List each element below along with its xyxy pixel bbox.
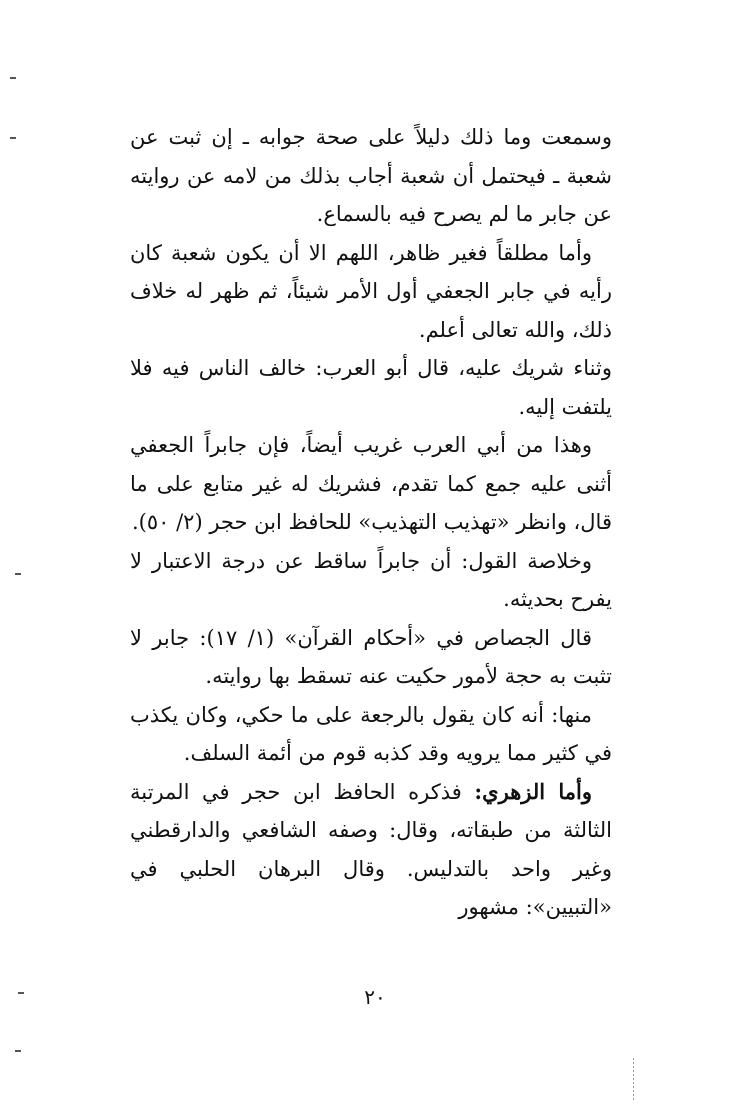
paragraph: وهذا من أبي العرب غريب أيضاً، فإن جابراً الجعفي أثنى عليه جمع كما تقدم، فشريك له غير متابع على ما قال، وانظر «تهذيب التهذيب» للحافظ ابن حجر (٢/ ٥٠). [130, 433, 612, 534]
margin-mark [10, 77, 16, 79]
bold-lead-heading: وأما الزهري: [474, 778, 592, 804]
paragraph: قال الجصاص في «أحكام القرآن» (١/ ١٧): جابر لا تثبت به حجة لأمور حكيت عنه تسقط بها روايته. [130, 625, 612, 688]
body-text [130, 118, 612, 927]
paragraph-text: فذكره الحافظ ابن حجر في المرتبة الثالثة من طبقاته، وقال: وصفه الشافعي والدارقطني وغير واحد بالتدليس. وقال البرهان الحلبي في «التبيين»: مشهور [130, 779, 612, 919]
page-number: ٢٠ [364, 985, 386, 1009]
paragraph: وسمعت وما ذلك دليلاً على صحة جوابه ـ إن ثبت عن شعبة ـ فيحتمل أن شعبة أجاب بذلك من لامه عن روايته عن جابر ما لم يصرح فيه بالسماع. [130, 125, 612, 226]
paragraph-zuhri [130, 773, 612, 927]
paragraph: وثناء شريك عليه، قال أبو العرب: خالف الناس فيه فلا يلتفت إليه. [130, 356, 612, 419]
paragraph: وخلاصة القول: أن جابراً ساقط عن درجة الاعتبار لا يفرح بحديثه. [130, 548, 612, 611]
margin-mark [15, 573, 21, 575]
paragraph: وأما مطلقاً فغير ظاهر، اللهم الا أن يكون شعبة كان رأيه في جابر الجعفي أول الأمر شيئاً، ثم ظهر له خلاف ذلك، والله تعالى أعلم. [130, 240, 612, 342]
scan-dotted-line [633, 1058, 634, 1102]
margin-mark [10, 137, 16, 139]
paragraph: منها: أنه كان يقول بالرجعة على ما حكي، وكان يكذب في كثير مما يرويه وقد كذبه قوم من أئمة السلف. [130, 702, 612, 765]
margin-mark [15, 1050, 21, 1052]
